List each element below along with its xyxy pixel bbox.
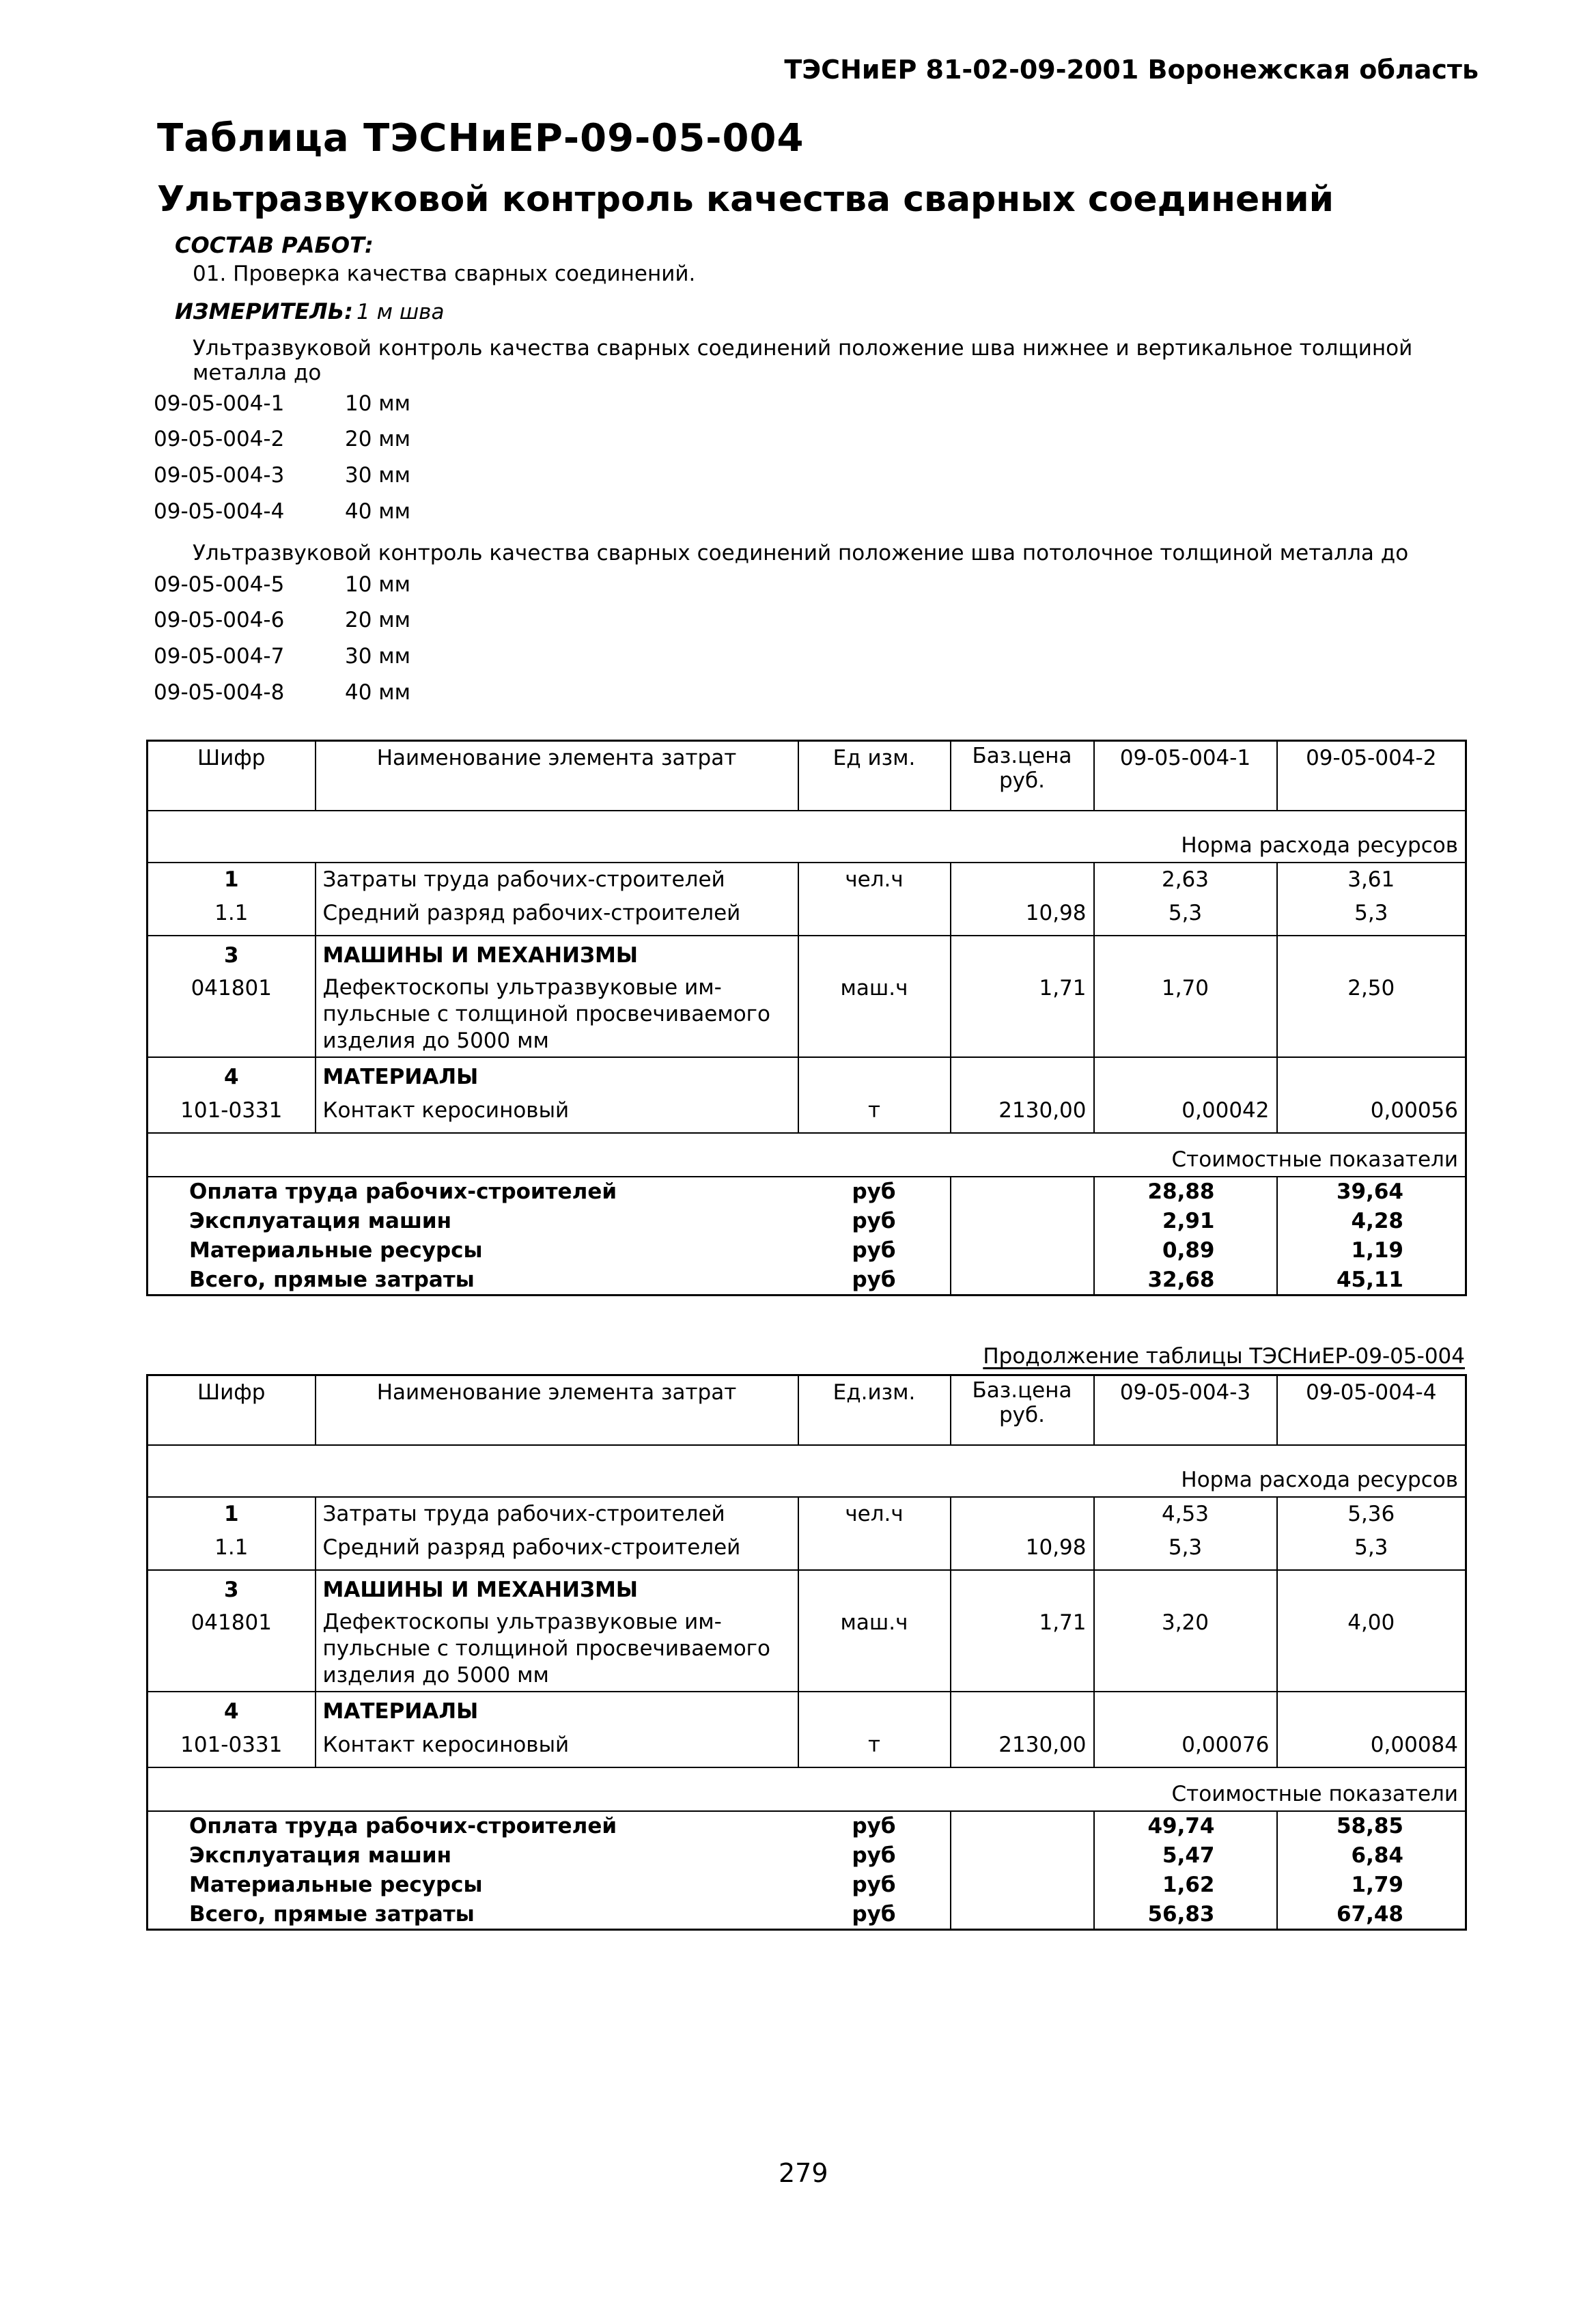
row-value-b: 4,00 <box>1277 1606 1466 1692</box>
row-name: Средний разряд рабочих-строителей <box>316 1531 798 1570</box>
composition-label: СОСТАВ РАБОТ: <box>175 232 374 258</box>
measure-label: ИЗМЕРИТЕЛЬ: <box>175 298 353 324</box>
cost-unit: руб <box>852 1872 896 1897</box>
row-code: 101-0331 <box>148 1094 316 1133</box>
norm-label: Норма расхода ресурсов <box>148 1445 1466 1497</box>
cost-value-a: 56,83 <box>1094 1900 1277 1930</box>
cost-value-b: 1,79 <box>1277 1871 1466 1900</box>
row-name: Контакт керосиновый <box>316 1094 798 1133</box>
group1-value: 30 мм <box>345 463 411 488</box>
row-name-line: пульсные с толщиной просвечиваемого <box>322 1001 770 1026</box>
row-name <box>316 1606 798 1692</box>
row-name-line: Дефектоскопы ультразвуковые им- <box>322 1610 722 1635</box>
row-code: 041801 <box>148 972 316 1057</box>
group1-value: 20 мм <box>345 427 411 451</box>
cost-unit: руб <box>798 1265 951 1296</box>
row-name: Средний разряд рабочих-строителей <box>316 897 798 936</box>
group2-value: 10 мм <box>345 572 411 597</box>
group1-code: 09-05-004-2 <box>154 427 285 451</box>
row-price <box>951 863 1094 896</box>
row-unit: маш.ч <box>798 1606 951 1692</box>
row-value-a: 4,53 <box>1094 1497 1277 1530</box>
section-code: 3 <box>148 936 316 972</box>
section-name: МАТЕРИАЛЫ <box>316 1057 798 1093</box>
table-title: Таблица ТЭСНиЕР-09-05-004 <box>157 116 805 160</box>
cost-unit: руб <box>852 1814 896 1839</box>
header-name: Наименование элемента затрат <box>316 1375 798 1446</box>
measure-line <box>175 298 444 324</box>
row-value-b: 0,00084 <box>1277 1728 1466 1767</box>
row-name-line: изделия до 5000 мм <box>322 1028 549 1053</box>
row-unit: т <box>798 1094 951 1133</box>
header-unit: Ед.изм. <box>798 1375 951 1446</box>
cost-unit: руб <box>852 1179 896 1205</box>
continuation-caption: Продолжение таблицы ТЭСНиЕР-09-05-004 <box>983 1344 1465 1369</box>
header-col-b: 09-05-004-4 <box>1277 1375 1466 1446</box>
group2-code: 09-05-004-6 <box>154 608 285 632</box>
row-name-line: пульсные с толщиной просвечиваемого <box>322 1636 770 1661</box>
cost-name: Оплата труда рабочих-строителей <box>148 1177 798 1207</box>
group2-code: 09-05-004-8 <box>154 680 285 705</box>
row-code: 041801 <box>148 1606 316 1692</box>
cost-label: Стоимостные показатели <box>148 1767 1466 1811</box>
row-name: Затраты труда рабочих-строителей <box>316 1497 798 1530</box>
cost-unit: руб <box>852 1843 896 1868</box>
header-code: Шифр <box>148 1375 316 1446</box>
row-name-line: изделия до 5000 мм <box>322 1662 549 1688</box>
row-price <box>951 1497 1094 1530</box>
section-code: 4 <box>148 1692 316 1728</box>
row-code: 1 <box>148 863 316 896</box>
cost-label: Стоимостные показатели <box>148 1133 1466 1177</box>
row-value-a: 5,3 <box>1094 1531 1277 1570</box>
cost-unit: руб <box>852 1237 896 1263</box>
cost-value-b: 67,48 <box>1277 1900 1466 1930</box>
row-name: Контакт керосиновый <box>316 1728 798 1767</box>
group1-value: 40 мм <box>345 499 411 524</box>
row-value-b: 5,3 <box>1277 897 1466 936</box>
row-code: 1 <box>148 1497 316 1530</box>
row-unit: чел.ч <box>798 863 951 896</box>
table-subtitle: Ультразвуковой контроль качества сварных соединений <box>157 179 1334 220</box>
header-base-price <box>951 1375 1094 1446</box>
cost-value-b: 39,64 <box>1277 1177 1466 1207</box>
row-price: 2130,00 <box>951 1094 1094 1133</box>
page-number: 279 <box>779 2158 828 2188</box>
cost-value-a: 49,74 <box>1094 1811 1277 1841</box>
cost-unit: руб <box>852 1209 896 1234</box>
section-name: МАШИНЫ И МЕХАНИЗМЫ <box>316 1570 798 1606</box>
cost-name: Всего, прямые затраты <box>148 1265 798 1296</box>
row-value-b: 5,3 <box>1277 1531 1466 1570</box>
row-unit: т <box>798 1728 951 1767</box>
cost-value-b: 58,85 <box>1277 1811 1466 1841</box>
row-value-a: 3,20 <box>1094 1606 1277 1692</box>
cost-value-b: 1,19 <box>1277 1236 1466 1265</box>
cost-name: Эксплуатация машин <box>148 1207 798 1236</box>
header-code: Шифр <box>148 741 316 811</box>
section-name: МАТЕРИАЛЫ <box>316 1692 798 1728</box>
row-name-line: Дефектоскопы ультразвуковые им- <box>322 975 722 1000</box>
row-value-a: 1,70 <box>1094 972 1277 1057</box>
norm-label: Норма расхода ресурсов <box>148 811 1466 863</box>
group1-description: Ультразвуковой контроль качества сварных соединений положение шва нижнее и вертикальное толщиной <box>193 336 1413 361</box>
section-code: 4 <box>148 1057 316 1093</box>
header-col-b: 09-05-004-2 <box>1277 741 1466 811</box>
group2-description: Ультразвуковой контроль качества сварных соединений положение шва потолочное толщиной металла до <box>193 541 1409 565</box>
row-value-b: 5,36 <box>1277 1497 1466 1530</box>
row-value-a: 0,00042 <box>1094 1094 1277 1133</box>
group1-description-cont: металла до <box>193 361 322 385</box>
row-unit: чел.ч <box>798 1497 951 1530</box>
row-price: 1,71 <box>951 972 1094 1057</box>
row-code: 101-0331 <box>148 1728 316 1767</box>
cost-value-b: 45,11 <box>1277 1265 1466 1296</box>
group2-code: 09-05-004-7 <box>154 644 285 669</box>
header-name: Наименование элемента затрат <box>316 741 798 811</box>
row-name: Затраты труда рабочих-строителей <box>316 863 798 896</box>
row-value-b: 3,61 <box>1277 863 1466 896</box>
section-name: МАШИНЫ И МЕХАНИЗМЫ <box>316 936 798 972</box>
cost-name: Всего, прямые затраты <box>148 1900 798 1930</box>
row-value-a: 2,63 <box>1094 863 1277 896</box>
header-unit: Ед изм. <box>798 741 951 811</box>
measure-value: 1 м шва <box>356 300 445 324</box>
cost-name: Материальные ресурсы <box>148 1236 798 1265</box>
cost-value-a: 1,62 <box>1094 1871 1277 1900</box>
cost-name: Оплата труда рабочих-строителей <box>148 1811 798 1841</box>
cost-value-b: 4,28 <box>1277 1207 1466 1236</box>
header-price-line2: руб. <box>999 768 1045 793</box>
row-unit <box>798 1531 951 1570</box>
row-value-a: 0,00076 <box>1094 1728 1277 1767</box>
row-name <box>316 972 798 1057</box>
cost-name: Эксплуатация машин <box>148 1841 798 1871</box>
cost-value-a: 5,47 <box>1094 1841 1277 1871</box>
row-unit <box>798 897 951 936</box>
group2-value: 40 мм <box>345 680 411 705</box>
row-value-b: 2,50 <box>1277 972 1466 1057</box>
header-price-line1: Баз.цена <box>972 744 1072 768</box>
row-price: 10,98 <box>951 897 1094 936</box>
row-value-a: 5,3 <box>1094 897 1277 936</box>
cost-value-a: 28,88 <box>1094 1177 1277 1207</box>
cost-unit: руб <box>798 1900 951 1930</box>
cost-name: Материальные ресурсы <box>148 1871 798 1900</box>
group1-code: 09-05-004-4 <box>154 499 285 524</box>
section-code: 3 <box>148 1570 316 1606</box>
group1-value: 10 мм <box>345 391 411 416</box>
row-price: 1,71 <box>951 1606 1094 1692</box>
group1-code: 09-05-004-3 <box>154 463 285 488</box>
resource-table-2 <box>146 1374 1467 1931</box>
row-code: 1.1 <box>148 897 316 936</box>
row-unit: маш.ч <box>798 972 951 1057</box>
composition-item: 01. Проверка качества сварных соединений. <box>193 262 696 286</box>
cost-value-a: 0,89 <box>1094 1236 1277 1265</box>
row-price: 10,98 <box>951 1531 1094 1570</box>
resource-table-1 <box>146 740 1467 1296</box>
header-price-line1: Баз.цена <box>972 1378 1072 1403</box>
group2-value: 30 мм <box>345 644 411 669</box>
row-value-b: 0,00056 <box>1277 1094 1466 1133</box>
group2-value: 20 мм <box>345 608 411 632</box>
cost-value-a: 32,68 <box>1094 1265 1277 1296</box>
row-price: 2130,00 <box>951 1728 1094 1767</box>
group1-code: 09-05-004-1 <box>154 391 285 416</box>
header-col-a: 09-05-004-1 <box>1094 741 1277 811</box>
header-price-line2: руб. <box>999 1402 1045 1427</box>
group2-code: 09-05-004-5 <box>154 572 285 597</box>
cost-value-a: 2,91 <box>1094 1207 1277 1236</box>
header-col-a: 09-05-004-3 <box>1094 1375 1277 1446</box>
cost-value-b: 6,84 <box>1277 1841 1466 1871</box>
row-code: 1.1 <box>148 1531 316 1570</box>
document-reference: ТЭСНиЕР 81-02-09-2001 Воронежская область <box>784 55 1479 85</box>
header-base-price <box>951 741 1094 811</box>
